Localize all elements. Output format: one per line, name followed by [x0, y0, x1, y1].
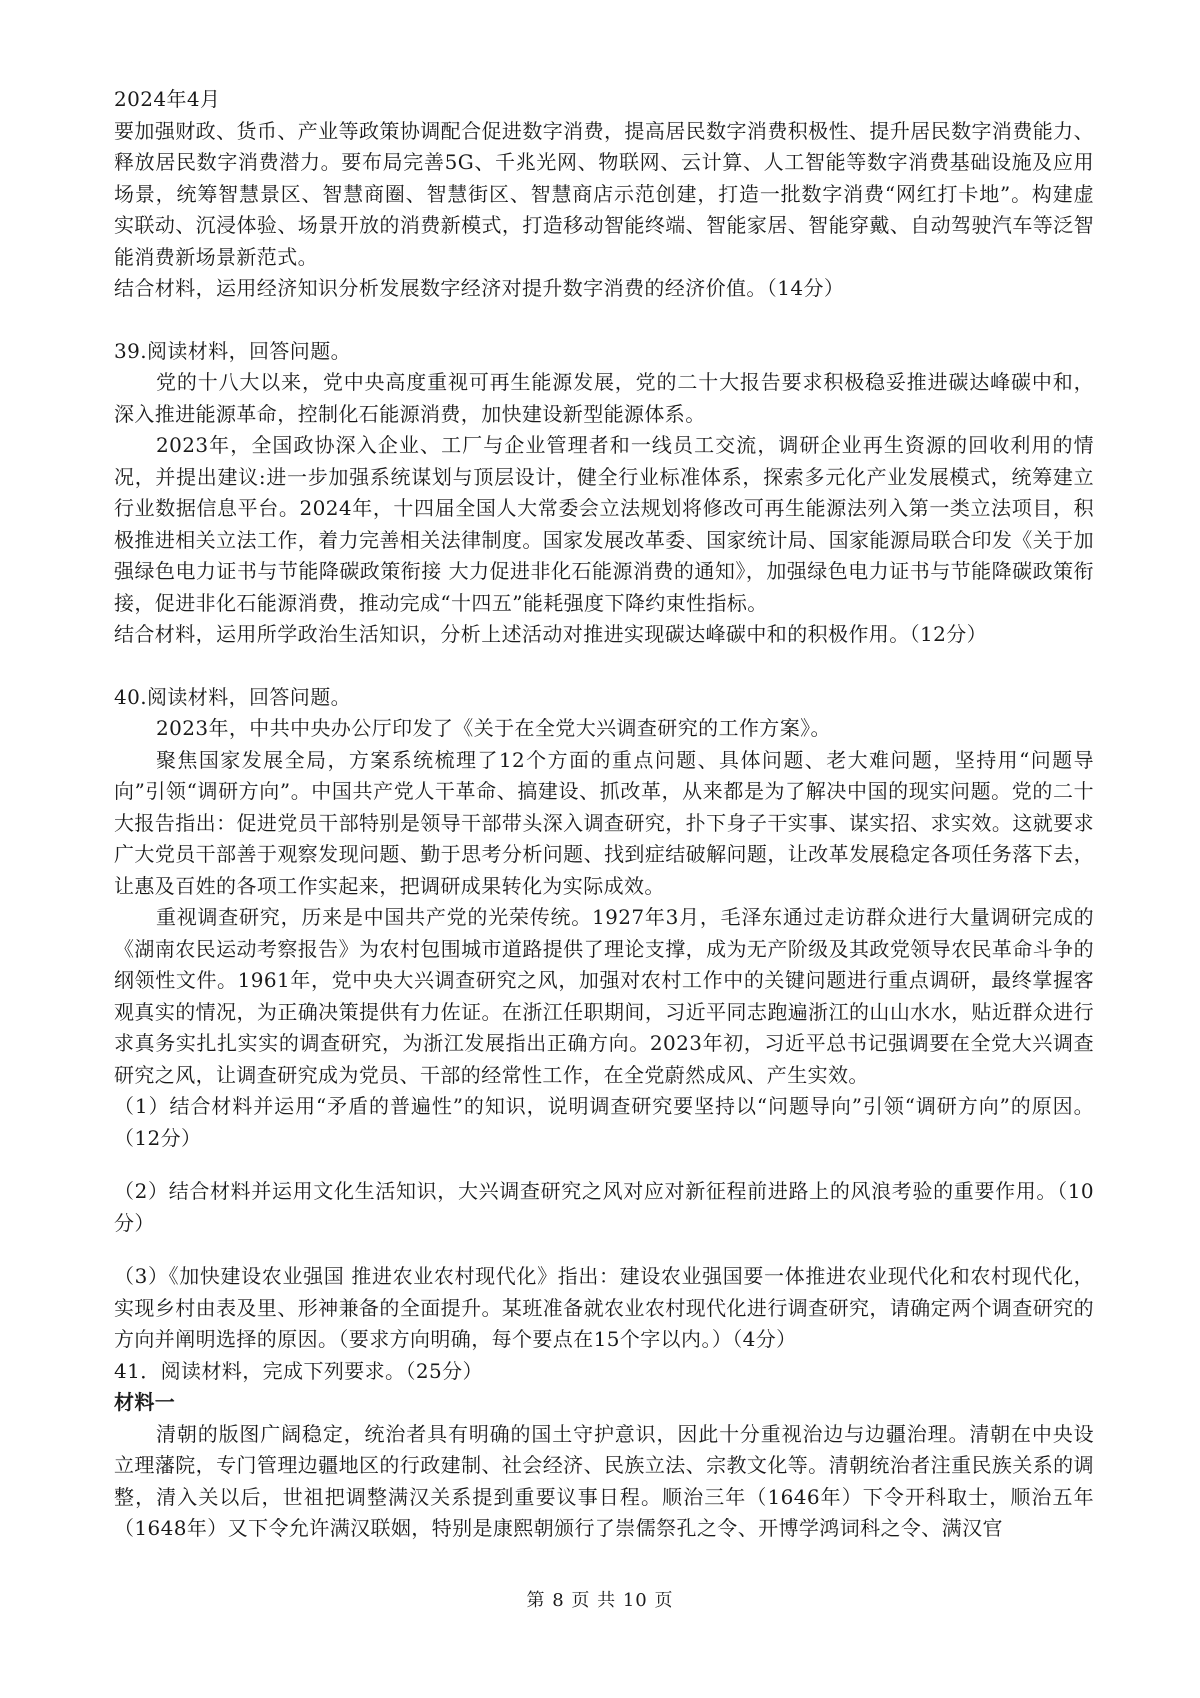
- q39-paragraph-1: 党的十八大以来，党中央高度重视可再生能源发展，党的二十大报告要求积极稳妥推进碳达峰碳中和，深入推进能源革命，控制化石能源消费，加快建设新型能源体系。: [114, 370, 1094, 426]
- q40-subquestion-3: （3）《加快建设农业强国 推进农业农村现代化》指出：建设农业强国要一体推进农业现代化和农村现代化，实现乡村由表及里、形神兼备的全面提升。某班准备就农业农村现代化进行调查研究，请确定两个调查研究的方向并阐明选择的原因。（要求方向明确，每个要点在15个字以内。）（4分）: [114, 1264, 1094, 1351]
- q41-title: 41．阅读材料，完成下列要求。（25分）: [114, 1358, 483, 1383]
- header-date: 2024年4月: [114, 87, 221, 111]
- q38-question: 结合材料，运用经济知识分析发展数字经济对提升数字消费的经济价值。（14分）: [114, 276, 845, 300]
- q39-title: 39.阅读材料，回答问题。: [114, 338, 352, 363]
- q40-title: 40.阅读材料，回答问题。: [114, 684, 352, 709]
- q39-question: 结合材料，运用所学政治生活知识，分析上述活动对推进实现碳达峰碳中和的积极作用。（12分）: [114, 622, 988, 646]
- q40-paragraph-2: 聚焦国家发展全局，方案系统梳理了12个方面的重点问题、具体问题、老大难问题，坚持用“问题导向”引领“调研方向”。中国共产党人干革命、搞建设、抓改革，从来都是为了解决中国的现实问题。党的二十大报告指出：促进党员干部特别是领导干部带头深入调查研究，扑下身子干实事、谋实招、求实效。这就要求广大党员干部善于观察发现问题、勤于思考分析问题、找到症结破解问题，让改革发展稳定各项任务落下去，让惠及百姓的各项工作实起来，把调研成果转化为实际成效。: [114, 747, 1094, 898]
- q41-material-label: 材料一: [114, 1390, 176, 1414]
- q40-subquestion-1: （1）结合材料并运用“矛盾的普遍性”的知识，说明调查研究要坚持以“问题导向”引领“调研方向”的原因。（12分）: [114, 1094, 1094, 1150]
- q40-paragraph-1: 2023年，中共中央办公厅印发了《关于在全党大兴调查研究的工作方案》。: [156, 716, 831, 740]
- q41-paragraph-1: 清朝的版图广阔稳定，统治者具有明确的国土守护意识，因此十分重视治边与边疆治理。清朝在中央设立理藩院，专门管理边疆地区的行政建制、社会经济、民族立法、宗教文化等。清朝统治者注重民族关系的调整，清入关以后，世祖把调整满汉关系提到重要议事日程。顺治三年（1646年）下令开科取士，顺治五年（1648年）又下令允许满汉联姻，特别是康熙朝颁行了崇儒祭孔之令、开博学鸿词科之令、满汉官: [114, 1421, 1094, 1540]
- q40-paragraph-3: 重视调查研究，历来是中国共产党的光荣传统。1927年3月，毛泽东通过走访群众进行大量调研完成的《湖南农民运动考察报告》为农村包围城市道路提供了理论支撑，成为无产阶级及其政党领导农民革命斗争的纲领性文件。1961年，党中央大兴调查研究之风，加强对农村工作中的关键问题进行重点调研，最终掌握客观真实的情况，为正确决策提供有力佐证。在浙江任职期间，习近平同志跑遍浙江的山山水水，贴近群众进行求真务实扎扎实实的调查研究，为浙江发展指出正确方向。2023年初，习近平总书记强调要在全党大兴调查研究之风，让调查研究成为党员、干部的经常性工作，在全党蔚然成风、产生实效。: [114, 905, 1094, 1087]
- q38-material: 要加强财政、货币、产业等政策协调配合促进数字消费，提高居民数字消费积极性、提升居民数字消费能力、释放居民数字消费潜力。要布局完善5G、千兆光网、物联网、云计算、人工智能等数字消费基础设施及应用场景，统筹智慧景区、智慧商圈、智慧街区、智慧商店示范创建，打造一批数字消费“网红打卡地”。构建虚实联动、沉浸体验、场景开放的消费新模式，打造移动智能终端、智能家居、智能穿戴、自动驾驶汽车等泛智能消费新场景新范式。: [114, 118, 1094, 269]
- exam-page: [114, 84, 1094, 1545]
- page-footer: 第 8 页 共 10 页: [526, 1590, 674, 1611]
- q39-paragraph-2: 2023年，全国政协深入企业、工厂与企业管理者和一线员工交流，调研企业再生资源的回收利用的情况，并提出建议:进一步加强系统谋划与顶层设计，健全行业标准体系，探索多元化产业发展模式，统筹建立行业数据信息平台。2024年，十四届全国人大常委会立法规划将修改可再生能源法列入第一类立法项目，积极推进相关立法工作，着力完善相关法律制度。国家发展改革委、国家统计局、国家能源局联合印发《关于加强绿色电力证书与节能降碳政策衔接 大力促进非化石能源消费的通知》，加强绿色电力证书与节能降碳政策衔接，促进非化石能源消费，推动完成“十四五”能耗强度下降约束性指标。: [114, 433, 1094, 615]
- q40-subquestion-2: （2）结合材料并运用文化生活知识，大兴调查研究之风对应对新征程前进路上的风浪考验的重要作用。（10分）: [114, 1179, 1094, 1235]
